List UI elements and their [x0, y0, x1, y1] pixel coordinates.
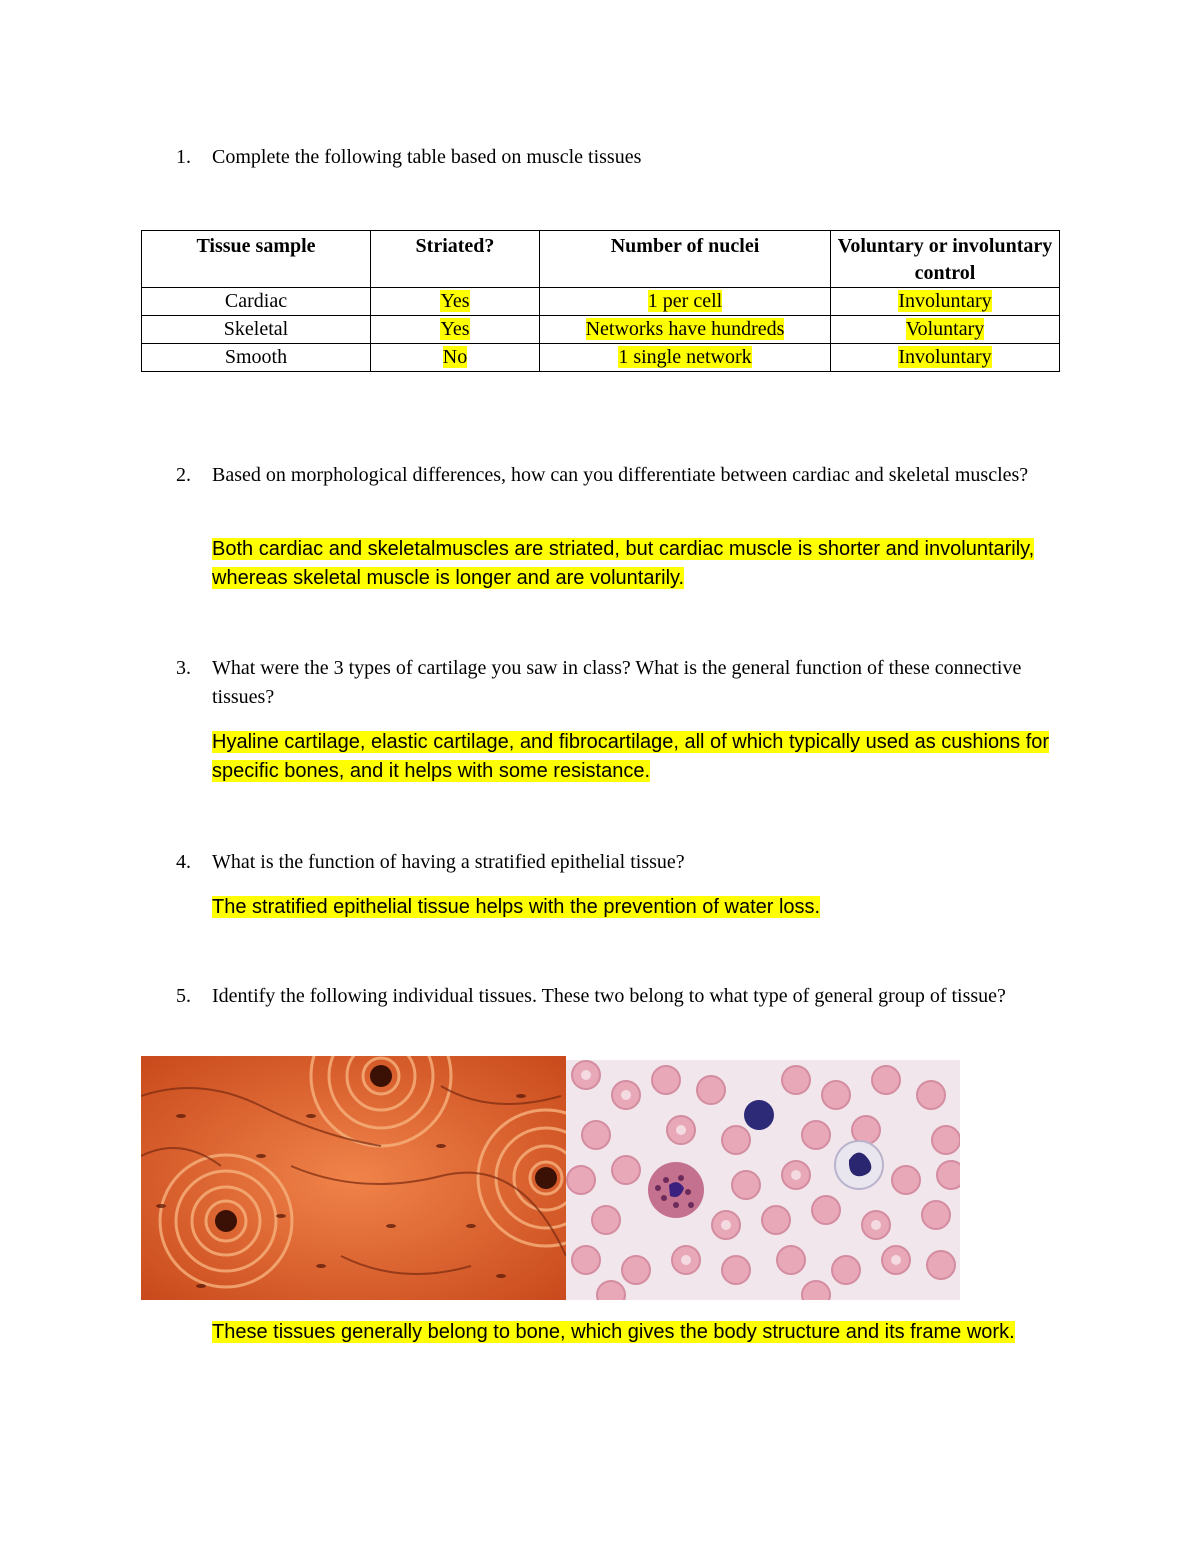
cell-answer: No: [442, 346, 468, 368]
table-row: [142, 316, 1060, 344]
cell-answer: Networks have hundreds: [585, 318, 785, 340]
question-text: What is the function of having a stratified epithelial tissue?: [212, 851, 685, 873]
cell-answer: Voluntary: [905, 318, 985, 340]
table-row: [142, 344, 1060, 372]
answer-text: Hyaline cartilage, elastic cartilage, and fibrocartilage, all of which typically used as cushions for specific bones, and it helps with some resistance.: [212, 731, 1050, 782]
question-number: 3.: [176, 657, 191, 679]
table-cell-answer: [540, 344, 831, 372]
table-row: [142, 288, 1060, 316]
table-cell-answer: [371, 344, 540, 372]
table-cell: Skeletal: [142, 316, 371, 344]
table-cell-answer: [371, 288, 540, 316]
table-cell-answer: [831, 288, 1060, 316]
cell-answer: Yes: [440, 318, 470, 340]
table-cell-answer: [831, 344, 1060, 372]
question-3: [176, 654, 1066, 712]
answer-4: [212, 893, 1072, 922]
question-text: Identify the following individual tissues. These two belong to what type of general group of tissue?: [212, 985, 1006, 1007]
cell-answer: Involuntary: [898, 290, 992, 312]
table-cell-answer: [540, 288, 831, 316]
question-text: What were the 3 types of cartilage you saw in class? What is the general function of these connective tissues?: [212, 657, 1022, 708]
question-4: [176, 848, 1066, 877]
table-header: Voluntary or involuntary control: [831, 231, 1060, 288]
question-number: 5.: [176, 985, 191, 1007]
table-header: Striated?: [371, 231, 540, 288]
question-2: [176, 461, 1066, 490]
table-header-row: [142, 231, 1060, 288]
blood-smear-image: [566, 1060, 960, 1300]
question-number: 2.: [176, 464, 191, 486]
table-cell-answer: [371, 316, 540, 344]
question-1: [176, 143, 1066, 172]
table-cell: Cardiac: [142, 288, 371, 316]
cell-answer: Yes: [440, 290, 470, 312]
answer-text: Both cardiac and skeletalmuscles are striated, but cardiac muscle is shorter and involuntarily, whereas skeletal muscle is longer and are voluntarily.: [212, 538, 1035, 589]
cell-answer: Involuntary: [898, 346, 992, 368]
answer-text: These tissues generally belong to bone, which gives the body structure and its frame work.: [212, 1321, 1015, 1343]
question-number: 1.: [176, 146, 191, 168]
question-5: [176, 982, 1066, 1011]
cell-answer: 1 single network: [618, 346, 752, 368]
question-text: Complete the following table based on muscle tissues: [212, 146, 642, 168]
table-cell: Smooth: [142, 344, 371, 372]
muscle-tissue-table: [141, 230, 1060, 372]
tissue-images: [141, 1056, 960, 1300]
answer-3: [212, 728, 1072, 786]
compact-bone-image: [141, 1056, 566, 1300]
answer-2: [212, 535, 1072, 593]
cell-answer: 1 per cell: [647, 290, 723, 312]
table-header: Number of nuclei: [540, 231, 831, 288]
question-text: Based on morphological differences, how can you differentiate between cardiac and skeletal muscles?: [212, 464, 1029, 486]
table-cell-answer: [540, 316, 831, 344]
question-number: 4.: [176, 851, 191, 873]
answer-text: The stratified epithelial tissue helps with the prevention of water loss.: [212, 896, 821, 918]
table-cell-answer: [831, 316, 1060, 344]
table-header: Tissue sample: [142, 231, 371, 288]
answer-5: [212, 1318, 1072, 1347]
